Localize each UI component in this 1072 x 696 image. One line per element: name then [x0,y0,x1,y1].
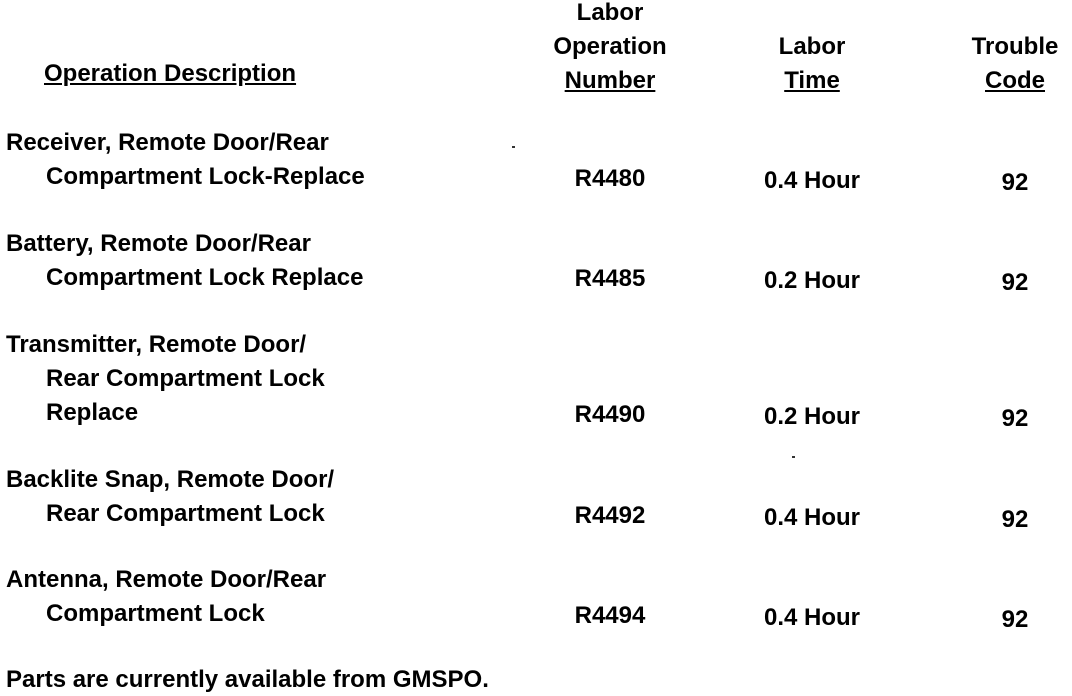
row-labor-time: 0.2 Hour [763,267,861,294]
table-row-desc [6,227,363,295]
header-op-line-2: Operation [553,33,667,60]
row-labor-time: 0.4 Hour [763,504,861,531]
table-row-desc [6,463,334,531]
row-op-number: R4480 [574,165,646,192]
row-desc-line: Transmitter, Remote Door/ [6,331,307,358]
row-trouble-code: 92 [1001,169,1029,196]
row-trouble-code: 92 [1001,606,1029,633]
header-time-line-1: Labor [778,33,846,60]
header-labor-time [722,30,902,98]
header-time-line-2: Time [784,67,840,94]
row-labor-time: 0.2 Hour [763,403,861,430]
header-op-line-1: Labor [576,0,644,26]
header-operation-description: Operation Description [44,60,297,87]
header-op-line-3: Number [564,67,656,94]
scan-speck [792,456,795,458]
row-labor-time: 0.4 Hour [763,167,861,194]
row-trouble-code: 92 [1001,269,1029,296]
row-desc-line: Battery, Remote Door/Rear [6,230,311,257]
table-row-desc [6,563,326,631]
header-trouble-code [960,30,1070,98]
header-code-line-2: Code [985,67,1045,94]
row-labor-time: 0.4 Hour [763,604,861,631]
row-desc-line: Compartment Lock-Replace [46,163,365,190]
row-desc-line: Antenna, Remote Door/Rear [6,566,327,593]
table-row-desc [6,328,325,430]
row-trouble-code: 92 [1001,506,1029,533]
row-op-number: R4490 [574,401,646,428]
footer-note: Parts are currently available from GMSPO. [6,666,489,693]
row-desc-line: Rear Compartment Lock [46,500,325,527]
table-row-desc [6,126,365,194]
row-desc-line: Replace [46,399,139,426]
scan-speck [512,146,515,148]
row-desc-line: Rear Compartment Lock [46,365,325,392]
row-op-number: R4492 [574,502,646,529]
row-desc-line: Compartment Lock Replace [46,264,364,291]
row-op-number: R4485 [574,265,646,292]
row-desc-line: Compartment Lock [46,600,265,627]
row-desc-line: Receiver, Remote Door/Rear [6,129,329,156]
header-labor-operation-number [520,0,700,98]
header-code-line-1: Trouble [971,33,1059,60]
row-desc-line: Backlite Snap, Remote Door/ [6,466,335,493]
row-op-number: R4494 [574,602,646,629]
row-trouble-code: 92 [1001,405,1029,432]
